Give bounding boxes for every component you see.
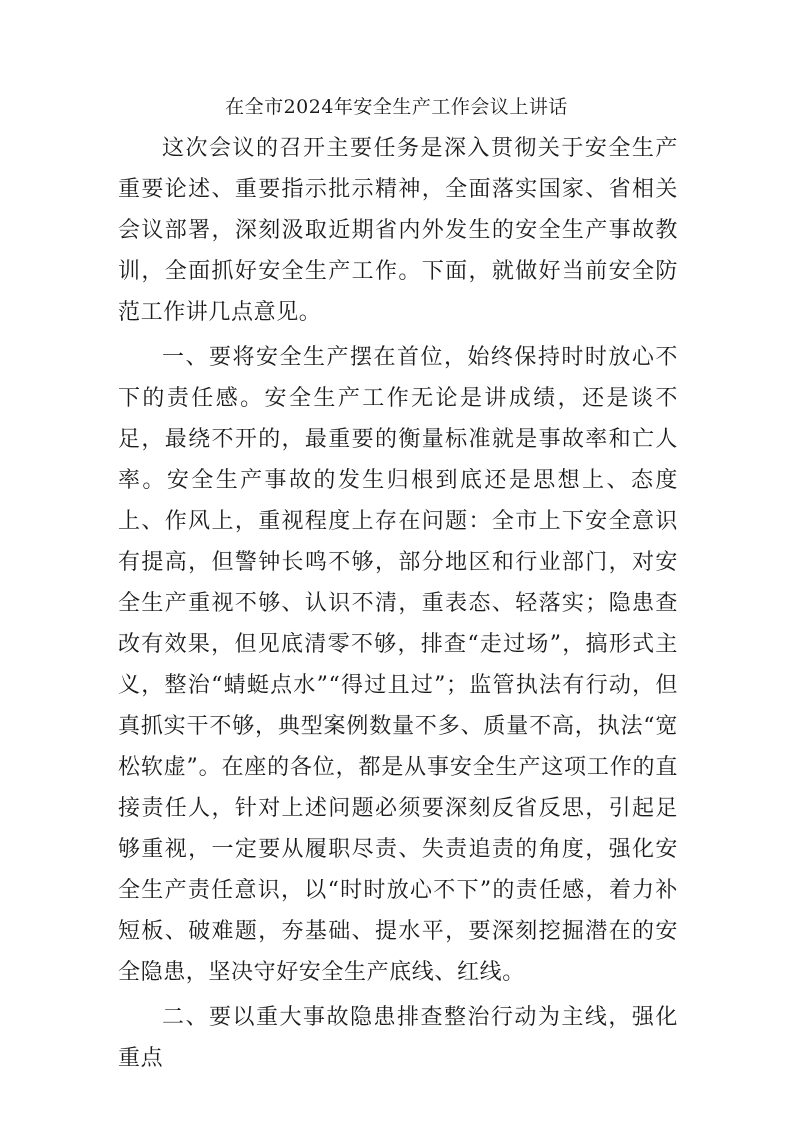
paragraph-intro: 这次会议的召开主要任务是深入贯彻关于安全生产重要论述、重要指示批示精神，全面落实国家、省相关会议部署，深刻汲取近期省内外发生的安全生产事故教训，全面抓好安全生产工作。下面，就做好当前安全防范工作讲几点意见。 xyxy=(118,136,678,325)
paragraph-section-one: 一、要将安全生产摆在首位，始终保持时时放心不下的责任感。安全生产工作无论是讲成绩，还是谈不足，最绕不开的，最重要的衡量标准就是事故率和亡人率。安全生产事故的发生归根到底还是思想上、态度上、作风上，重视程度上存在问题：全市上下安全意识有提高，但警钟长鸣不够，部分地区和行业部门，对安全生产重视不够、认识不清，重表态、轻落实；隐患查改有效果，但见底清零不够，排查“走过场”，搞形式主义，整治“蜻蜓点水”“得过且过”；监管执法有行动，但真抓实干不够，典型案例数量不多、质量不高，执法“宽松软虚”。在座的各位，都是从事安全生产这项工作的直接责任人，针对上述问题必须要深刻反省反思，引起足够重视，一定要从履职尽责、失责追责的角度，强化安全生产责任意识，以“时时放心不下”的责任感，着力补短板、破难题，夯基础、提水平，要深刻挖掘潜在的安全隐患，坚决守好安全生产底线、红线。 xyxy=(118,345,678,985)
document-body xyxy=(118,128,678,1079)
document-title: 在全市2024年安全生产工作会议上讲话 xyxy=(225,96,568,118)
paragraph-section-two: 二、要以重大事故隐患排查整治行动为主线，强化重点 xyxy=(118,1005,678,1071)
